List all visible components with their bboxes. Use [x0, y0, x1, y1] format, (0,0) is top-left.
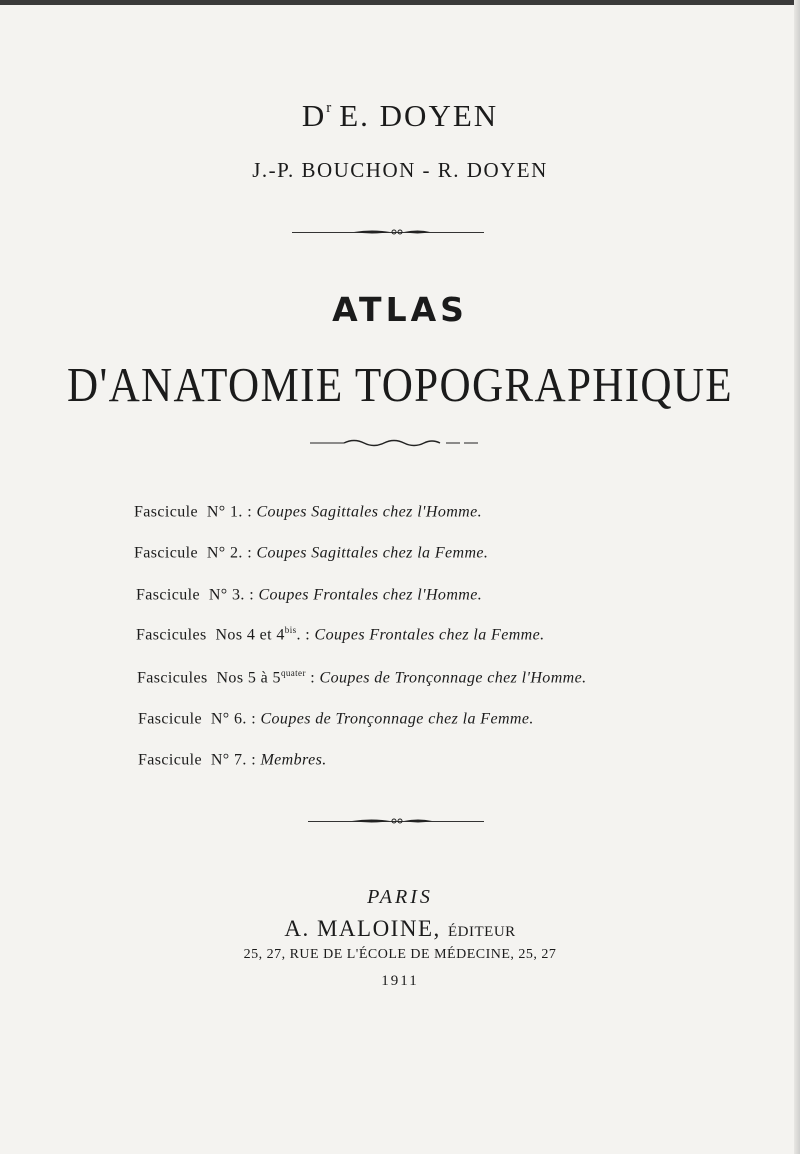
fascicule-label: Fascicule	[138, 710, 203, 728]
fascicule-entry: Fascicules Nos 5 à $5^{quater}$ : Coupes de Tronçonnage chez l'Homme.	[137, 668, 587, 687]
co-authors: J.-P. BOUCHON - R. DOYEN	[252, 158, 548, 182]
fascicule-label: Fascicules	[137, 669, 208, 687]
fascicule-label: Fascicule	[136, 586, 201, 604]
fascicule-label: Fascicule	[138, 751, 203, 769]
fascicule-entry: Fascicule N° 2. : Coupes Sagittales chez la Femme.	[134, 544, 489, 562]
fascicule-label: Fascicule	[134, 503, 199, 521]
fascicule-entry: Fascicules Nos 4 et $4^{bis}$. : Coupes Frontales chez la Femme.	[136, 625, 545, 644]
fascicule-number: Nos 5 à 5	[216, 669, 281, 687]
imprint-publisher	[0, 916, 800, 942]
fascicule-number-sup: bis	[284, 625, 297, 635]
fascicule-description: Membres.	[260, 751, 327, 769]
fascicule-entry: Fascicule N° 1. : Coupes Sagittales chez l'Homme.	[134, 503, 483, 521]
series-title: ATLAS	[332, 290, 468, 329]
fascicule-number: N° 3	[208, 586, 241, 604]
fascicule-description: Coupes Frontales chez l'Homme.	[258, 586, 483, 604]
fascicule-label: Fascicules	[136, 626, 207, 644]
author-title-abbrev: D	[301, 98, 327, 133]
imprint-year: 1911	[381, 973, 419, 989]
imprint-city: PARIS	[367, 886, 433, 908]
fascicule-entry: Fascicule N° 6. : Coupes de Tronçonnage chez la Femme.	[138, 710, 534, 728]
fascicule-entry: Fascicule N° 3. : Coupes Frontales chez l'Homme.	[136, 586, 483, 604]
fascicule-description: Coupes de Tronçonnage chez l'Homme.	[319, 669, 587, 687]
publisher-role: ÉDITEUR	[448, 924, 516, 940]
ornament-divider-middle	[310, 436, 478, 450]
fascicule-number: N° 2	[206, 544, 239, 562]
fascicule-description: Coupes de Tronçonnage chez la Femme.	[260, 710, 534, 728]
author-name: E. DOYEN	[339, 98, 499, 133]
page-top-edge	[0, 0, 800, 5]
fascicule-description: Coupes Sagittales chez l'Homme.	[256, 503, 483, 521]
fascicule-number: Nos 4 et 4	[215, 626, 285, 644]
fascicule-number: N° 7	[210, 751, 243, 769]
author-title-sup: r	[326, 100, 334, 116]
fascicule-number: N° 6	[210, 710, 243, 728]
fascicule-entry: Fascicule N° 7. : Membres.	[138, 751, 327, 769]
main-author	[0, 98, 800, 134]
publisher-name: A. MALOINE,	[284, 916, 441, 941]
fascicule-description: Coupes Frontales chez la Femme.	[314, 626, 545, 644]
fascicule-description: Coupes Sagittales chez la Femme.	[256, 544, 489, 562]
fascicule-number: N° 1	[206, 503, 239, 521]
fascicule-number-sup: quater	[280, 668, 306, 678]
fascicule-label: Fascicule	[134, 544, 199, 562]
imprint-address: 25, 27, RUE DE L'ÉCOLE DE MÉDECINE, 25, 27	[243, 947, 557, 962]
book-title: D'ANATOMIE TOPOGRAPHIQUE	[67, 357, 733, 412]
